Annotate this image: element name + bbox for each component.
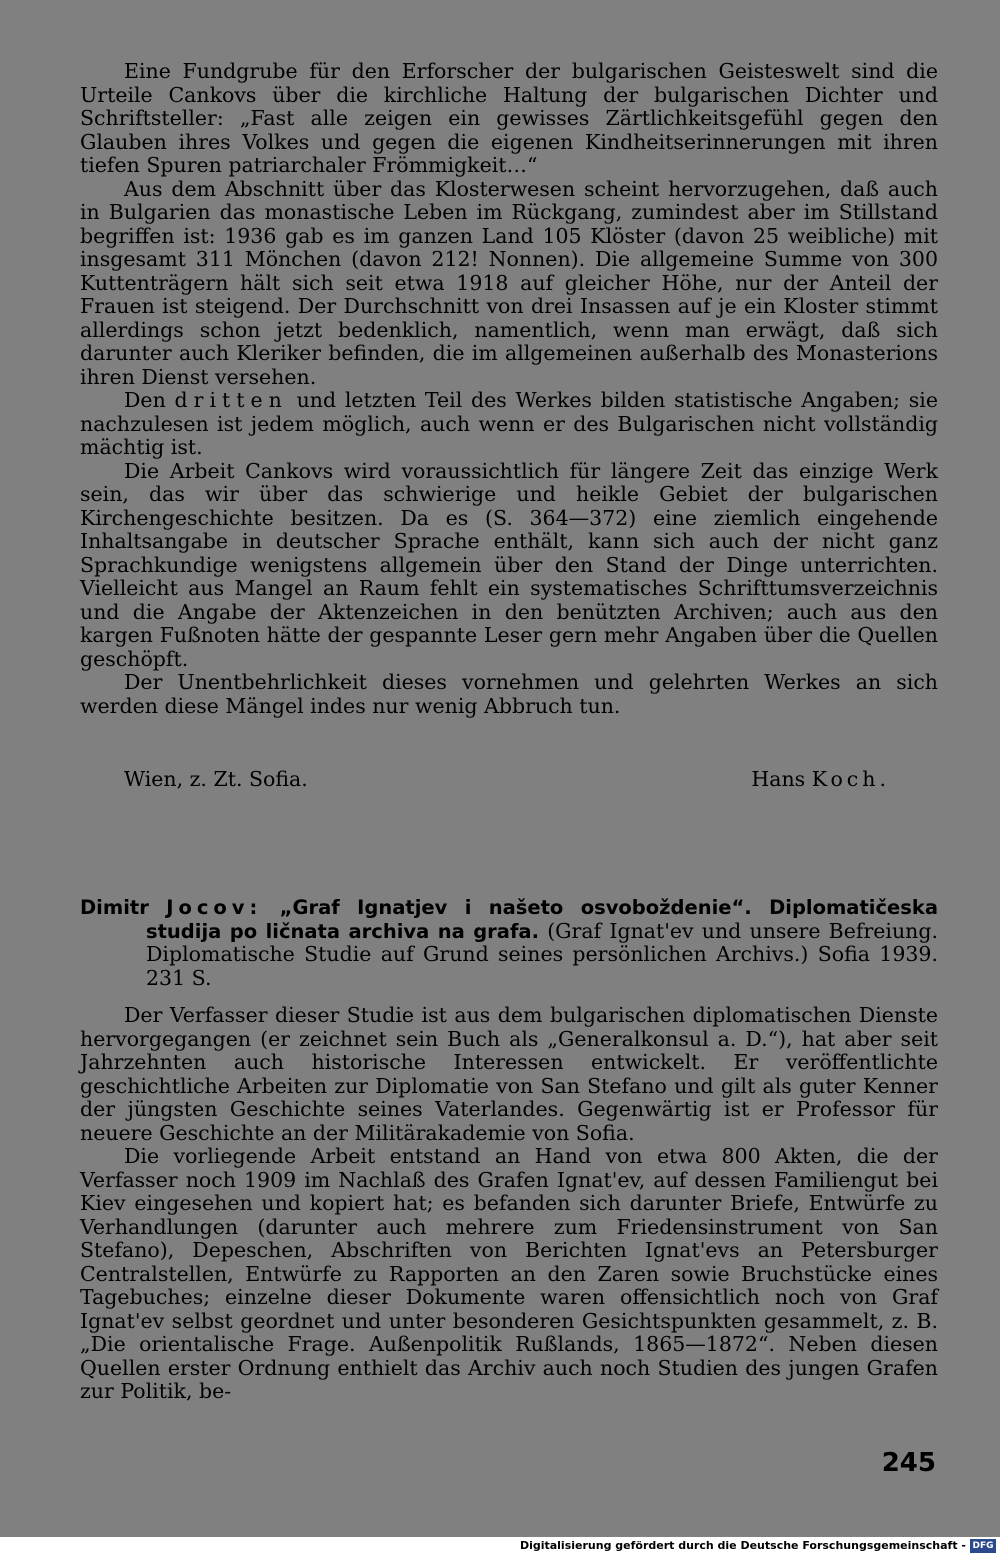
footer-bar xyxy=(0,1537,1000,1557)
paragraph-3-spaced-word: dritten xyxy=(174,388,288,412)
citation-title: „Graf Ignatjev i našeto osvoboždenie“. Diplomatičeska studija po ličnata archiva na grafa. xyxy=(146,896,938,943)
dfg-logo-icon: DFG xyxy=(970,1539,996,1553)
paragraph-5: Der Unentbehrlichkeit dieses vornehmen und gelehrten Werkes an sich werden diese Mängel indes nur wenig Abbruch tun. xyxy=(80,670,938,718)
citation-author-first: Dimitr xyxy=(80,896,167,919)
footer-credit: Digitalisierung gefördert durch die Deutsche Forschungsgemeinschaft - xyxy=(519,1539,966,1552)
paragraph-3-post: und letzten Teil des Werkes bilden statistische Angaben; sie nachzulesen ist jedem möglich, auch wenn er des Bulgarischen nicht vollständig mächtig ist. xyxy=(80,388,938,459)
review-koch-body xyxy=(80,60,938,718)
signature-author-first: Hans xyxy=(751,767,812,791)
paragraph-2: Aus dem Abschnitt über das Klosterwesen scheint hervorzugehen, daß auch in Bulgarien das monastische Leben im Rückgang, zumindest aber im Stillstand begriffen ist: 1936 gab es im ganzen Land 105 Klöster (davon 25 weibliche) mit insgesamt 311 Mönchen (davon 212! Nonnen). Die allgemeine Summe von 300 Kuttenträgern hält sich seit etwa 1918 auf gleicher Höhe, nur der Anteil der Frauen ist steigend. Der Durchschnitt von drei Insassen auf je ein Kloster stimmt allerdings schon jetzt bedenklich, namentlich, wenn man erwägt, daß sich darunter auch Kleriker befinden, die im allgemeinen außerhalb des Monasterions ihren Dienst versehen. xyxy=(80,176,938,389)
paragraph-7: Die vorliegende Arbeit entstand an Hand von etwa 800 Akten, die der Verfasser noch 1909 im Nachlaß des Grafen Ignat'ev, auf dessen Familiengut bei Kiev eingesehen und kopiert hat; es befanden sich darunter Briefe, Entwürfe zu Verhandlungen (darunter auch mehrere zum Friedensinstrument von San Stefano), Depeschen, Abschriften von Berichten Ignat'evs an Petersburger Centralstellen, Entwürfe zu Rapporten an den Zaren sowie Bruchstücke eines Tagebuches; einzelne dieser Dokumente waren offensichtlich noch von Graf Ignat'ev selbst geordnet und unter besonderen Gesichtspunkten gesammelt, z. B. „Die orientalische Frage. Außenpolitik Rußlands, 1865—1872“. Neben diesen Quellen erster Ordnung enthielt das Archiv auch noch Studien des jungen Grafen zur Politik, be- xyxy=(80,1144,938,1403)
signature-place: Wien, z. Zt. Sofia. xyxy=(124,767,308,791)
paragraph-3-pre: Den xyxy=(124,388,175,412)
citation-details: (Graf Ignat'ev und unsere Befreiung. Diplomatische Studie auf Grund seines persönlichen Archivs.) Sofia 1939. 231 S. xyxy=(146,918,938,990)
paragraph-1: Eine Fundgrube für den Erforscher der bulgarischen Geisteswelt sind die Urteile Cankovs über die kirchliche Haltung der bulgarischen Dichter und Schriftsteller: „Fast alle zeigen ein gewisses Zärtlichkeitsgefühl gegen den Glauben ihres Volkes und gegen die eigenen Kindheitserinnerungen mit ihren tiefen Spuren patriarchaler Frömmigkeit…“ xyxy=(80,59,938,177)
citation-author-last: Jocov: xyxy=(166,896,263,919)
signature-author xyxy=(751,768,890,792)
page-number: 245 xyxy=(881,1448,936,1478)
paragraph-3 xyxy=(80,389,938,460)
review-jocov-heading xyxy=(80,896,938,990)
paragraph-6: Der Verfasser dieser Studie ist aus dem bulgarischen diplomatischen Dienste hervorgegangen (er zeichnet sein Buch als „Generalkonsul a. D.“), hat aber seit Jahrzehnten auch historische Interessen entwickelt. Er veröffentlichte geschichtliche Arbeiten zur Diplomatie von San Stefano und gilt als guter Kenner der jüngsten Geschichte seines Vaterlandes. Gegenwärtig ist er Professor für neuere Geschichte an der Militärakademie von Sofia. xyxy=(80,1003,938,1145)
review-jocov-body xyxy=(80,1004,938,1404)
review-citation xyxy=(80,896,938,990)
signature-author-last: Koch. xyxy=(811,767,890,791)
paragraph-4: Die Arbeit Cankovs wird voraussichtlich für längere Zeit das einzige Werk sein, das wir über das schwierige und heikle Gebiet der bulgarischen Kirchengeschichte besitzen. Da es (S. 364—372) eine ziemlich eingehende Inhaltsangabe in deutscher Sprache enthält, kann sich auch der nicht ganz Sprachkundige wenigstens allgemein über den Stand der Dinge unterrichten. Vielleicht aus Mangel an Raum fehlt ein systematisches Schrifttumsverzeichnis und die Angabe der Aktenzeichen in den benützten Archiven; auch aus den kargen Fußnoten hätte der gespannte Leser gern mehr Angaben über die Quellen geschöpft. xyxy=(80,458,938,671)
